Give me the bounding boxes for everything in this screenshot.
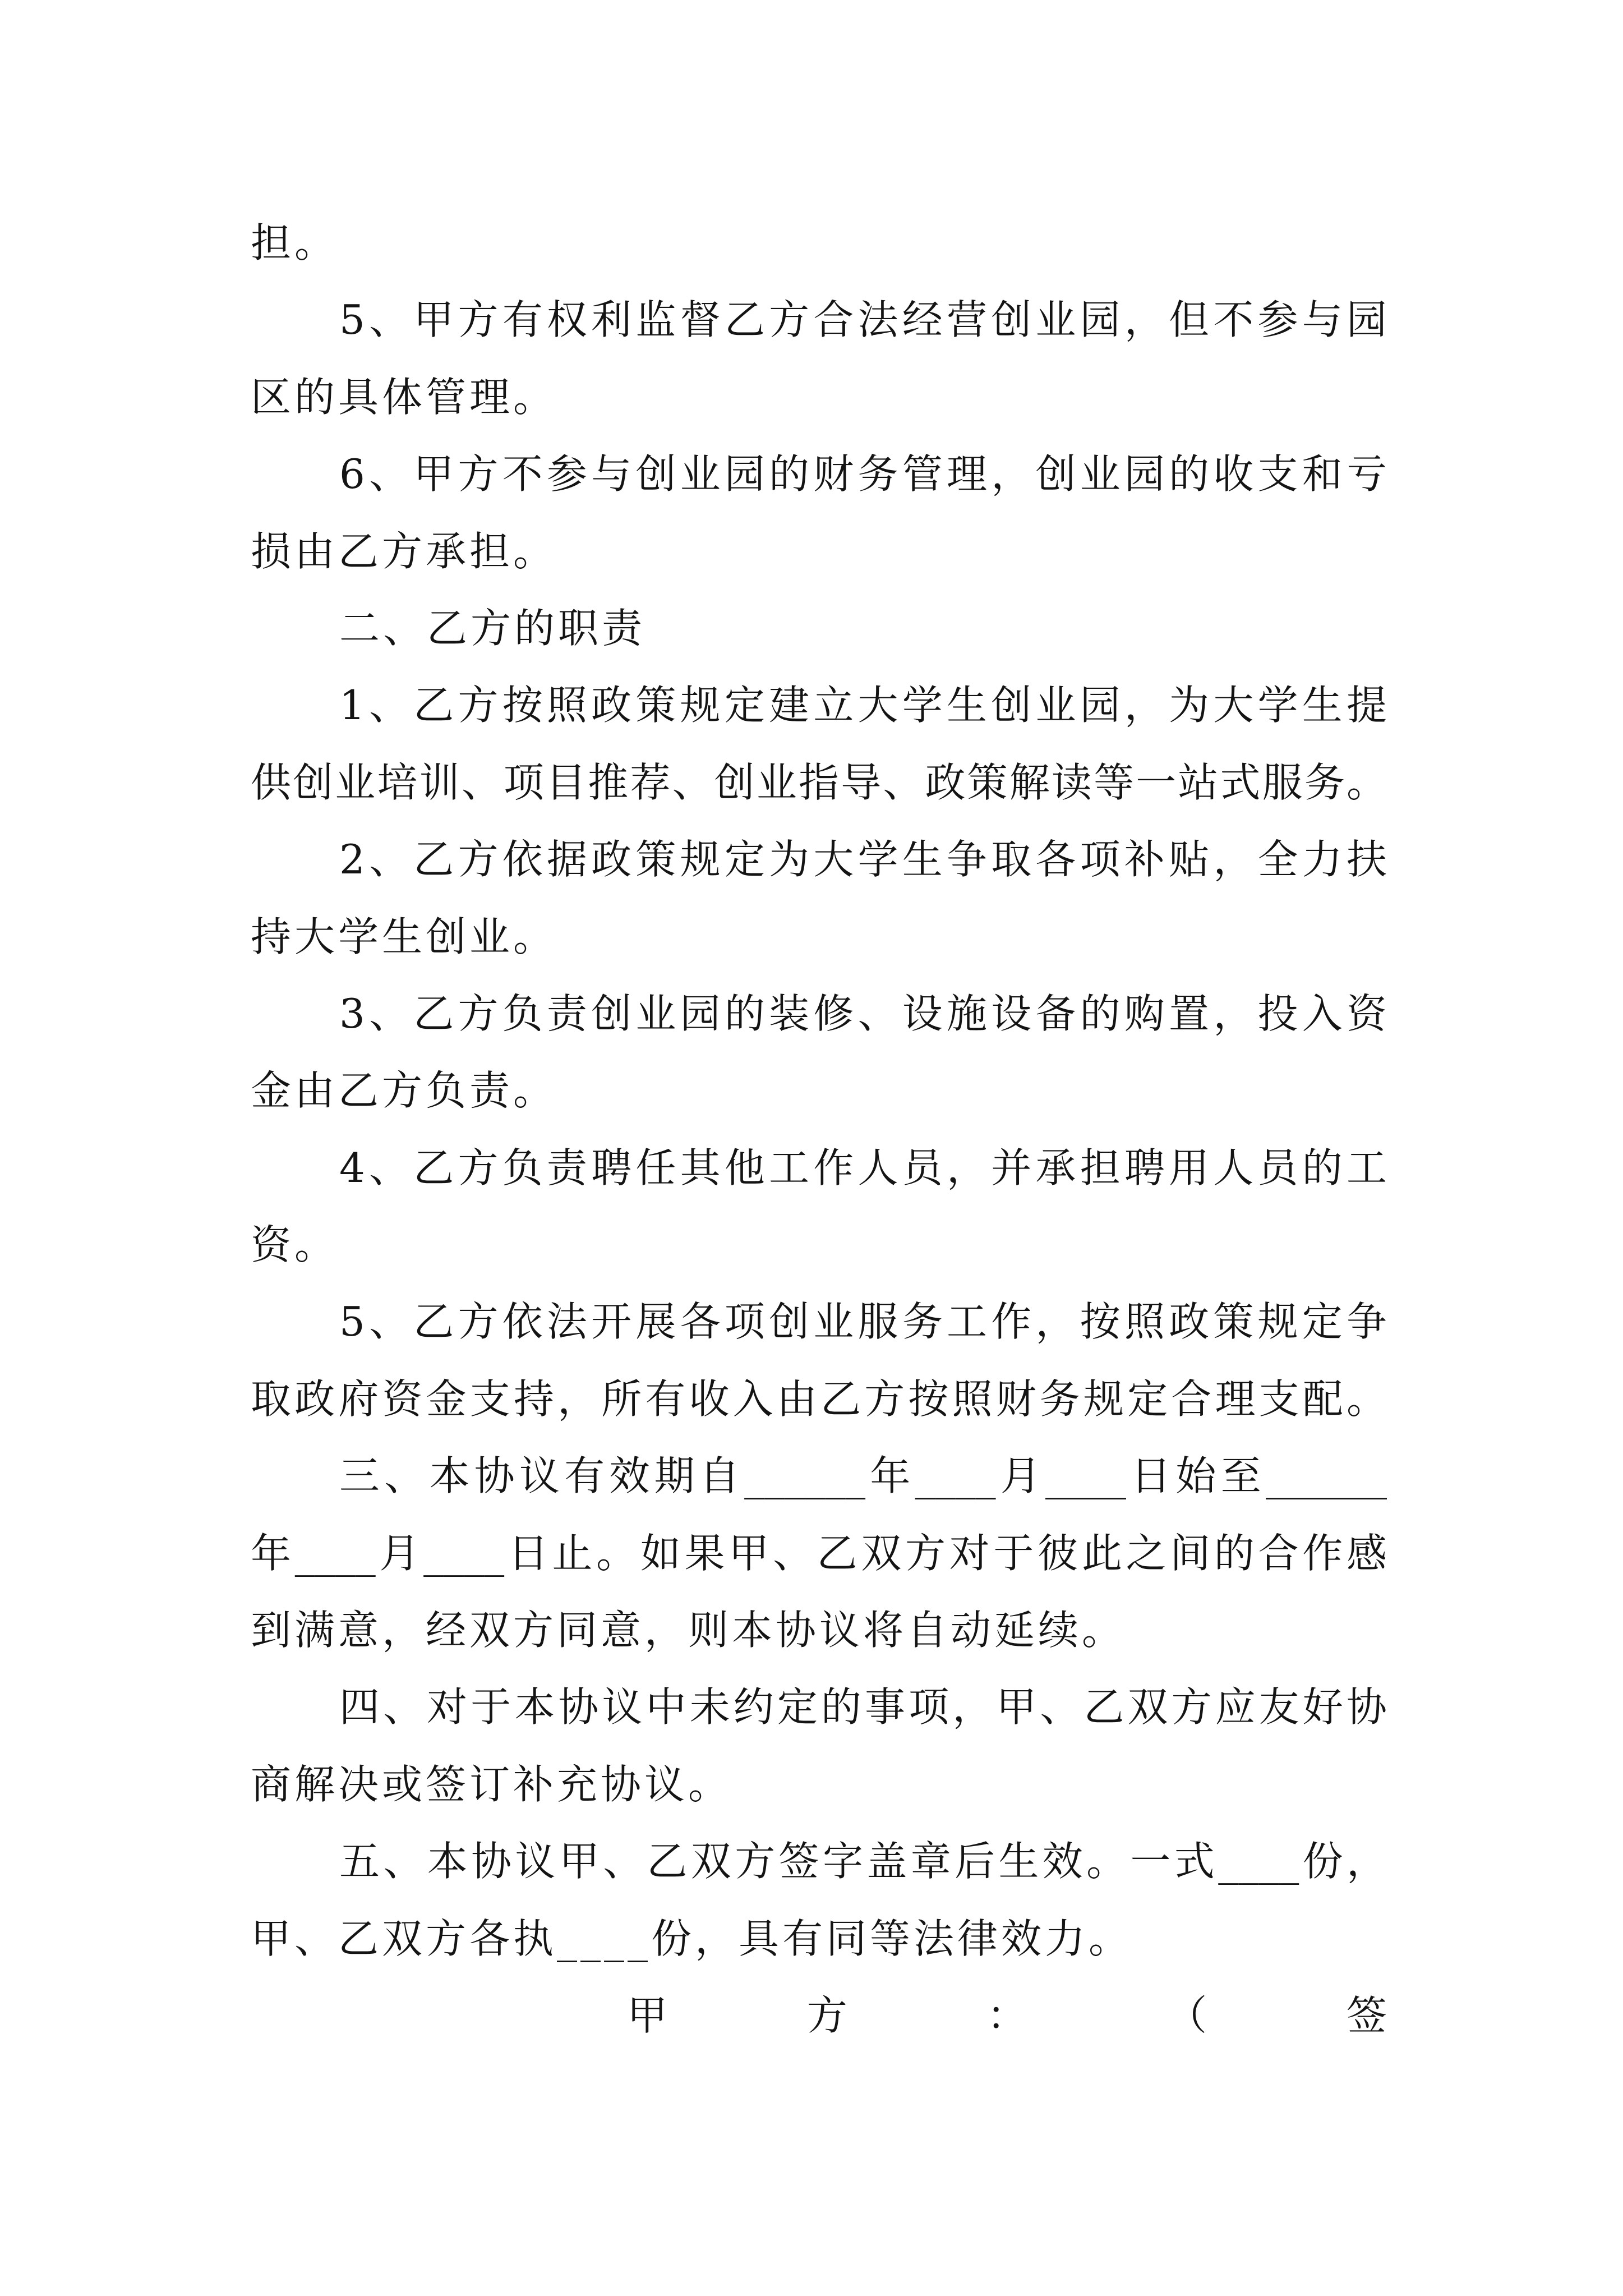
paragraph — [251, 1130, 1387, 1284]
paragraph-line: 4、乙方负责聘任其他工作人员，并承担聘用人员的工 — [339, 1144, 1387, 1191]
paragraph — [251, 205, 1387, 282]
paragraph-line: 到满意，经双方同意，则本协议将自动延续。 — [251, 1607, 1126, 1654]
paragraph-line: 三、本协议有效期自______年____月____日始至______ — [339, 1452, 1387, 1500]
paragraph-line: 5、甲方有权利监督乙方合法经营创业园，但不参与园 — [339, 296, 1387, 344]
signature-line — [627, 1977, 1387, 2054]
paragraph-line: 6、甲方不参与创业园的财务管理，创业园的收支和亏 — [339, 450, 1387, 498]
agreement-body — [251, 205, 1387, 2054]
paragraph — [251, 1438, 1387, 1669]
paragraph — [251, 436, 1387, 590]
paragraph-line: 损由乙方承担。 — [251, 527, 557, 575]
signature-label-char: 方 — [806, 1991, 847, 2039]
paragraph-line: 五、本协议甲、乙双方签字盖章后生效。一式____份， — [339, 1838, 1387, 1885]
paragraph — [251, 1669, 1387, 1823]
signature-label-char: 甲 — [627, 1991, 668, 2039]
paragraph-line: 甲、乙双方各执____份，具有同等法律效力。 — [251, 1915, 1133, 1962]
paragraph — [251, 1823, 1387, 1977]
paragraph-line: 1、乙方按照政策规定建立大学生创业园，为大学生提 — [339, 682, 1387, 729]
paragraph-line: 区的具体管理。 — [251, 373, 557, 421]
paragraph-line: 二、乙方的职责 — [339, 604, 646, 652]
signature-label-char: 签 — [1347, 1991, 1387, 2039]
paragraph — [251, 976, 1387, 1130]
paragraph — [251, 821, 1387, 976]
paragraph-line: 商解决或签订补充协议。 — [251, 1760, 732, 1808]
paragraph — [251, 667, 1387, 821]
paragraph-line: 担。 — [251, 219, 339, 266]
paragraph-line: 资。 — [251, 1221, 339, 1269]
paragraph-line: 四、对于本协议中未约定的事项，甲、乙双方应友好协 — [339, 1683, 1387, 1731]
paragraph-line: 持大学生创业。 — [251, 913, 557, 960]
paragraph — [251, 590, 1387, 667]
signature-label-char: （ — [1166, 1991, 1207, 2039]
paragraph-line: 供创业培训、项目推荐、创业指导、政策解读等一站式服务。 — [251, 758, 1387, 806]
paragraph-line: 取政府资金支持，所有收入由乙方按照财务规定合理支配。 — [251, 1375, 1387, 1423]
paragraph-line: 5、乙方依法开展各项创业服务工作，按照政策规定争 — [339, 1298, 1387, 1346]
paragraph-line: 2、乙方依据政策规定为大学生争取各项补贴，全力扶 — [339, 836, 1387, 884]
signature-label-char: ： — [986, 1991, 1027, 2039]
paragraph — [251, 282, 1387, 436]
paragraph-line: 3、乙方负责创业园的装修、设施设备的购置，投入资 — [339, 990, 1387, 1037]
paragraph-line: 年____月____日止。如果甲、乙双方对于彼此之间的合作感 — [251, 1529, 1387, 1577]
paragraph — [251, 1283, 1387, 1438]
paragraph-line: 金由乙方负责。 — [251, 1067, 557, 1115]
